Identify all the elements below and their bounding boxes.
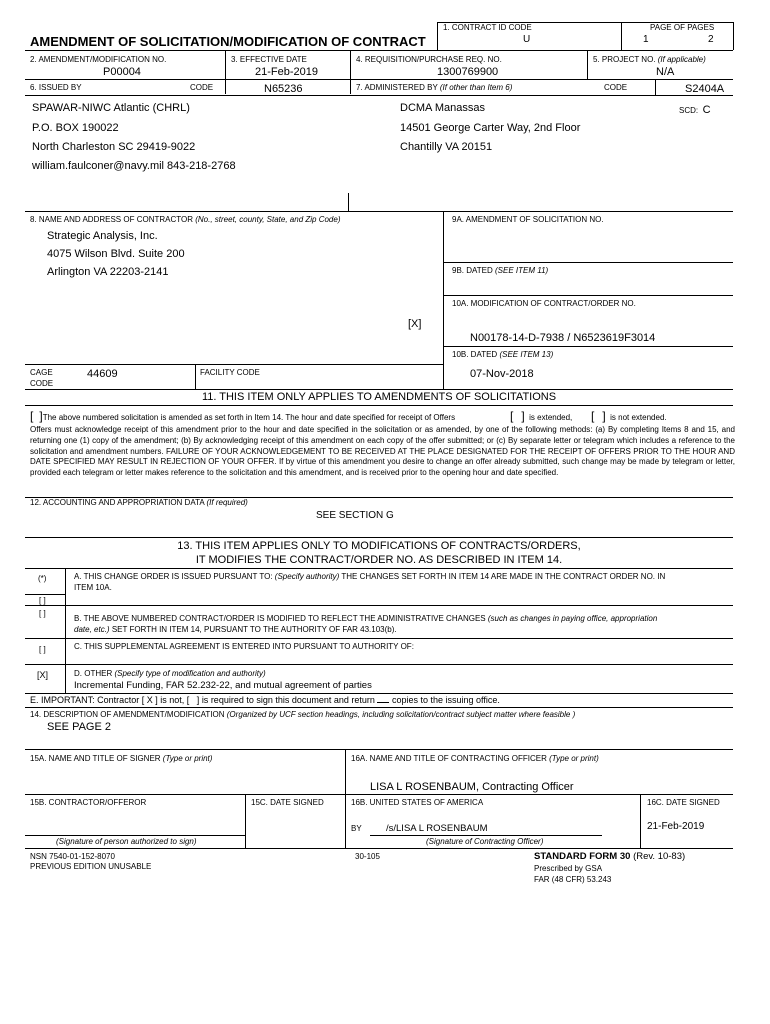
accounting-note: (If required) [206, 498, 248, 507]
facility-code-label: FACILITY CODE [200, 368, 260, 377]
item13-a-mark: [ ] [39, 596, 46, 605]
contractor-label [30, 215, 341, 224]
project-no-note: (If applicable) [657, 55, 706, 64]
rule-13d-top [25, 664, 733, 665]
rule-item14-top [25, 707, 733, 708]
rule-9b-top [443, 262, 733, 263]
item13-a-note: (Specify authority) [274, 572, 340, 581]
cage-label-2: CODE [30, 379, 54, 388]
rule-sig-row2 [25, 794, 733, 795]
item-e-text3: is required to sign this document and return [201, 695, 375, 705]
modification-10a-mark: [X] [408, 318, 422, 330]
footer-code: 30-105 [355, 852, 380, 861]
contractor-label-text: 8. NAME AND ADDRESS OF CONTRACTOR [30, 215, 193, 224]
dated-9b-note: (SEE ITEM 11) [494, 266, 549, 275]
administrator-line-2: 14501 George Carter Way, 2nd Floor [400, 122, 581, 134]
scd [679, 100, 711, 118]
item11-line1-text: The above numbered solicitation is amended as set forth in Item 14. The hour and date specified for receipt of Offers [42, 413, 456, 422]
rule-v-header-1 [437, 22, 438, 50]
rule-row6-top [25, 79, 733, 80]
item14-label [30, 710, 575, 719]
contractor-15b-label: 15B. CONTRACTOR/OFFEROR [30, 798, 147, 807]
rule-v-contractor [443, 211, 444, 389]
rule-10b-top [443, 346, 733, 347]
item11-extended: [ ] is extended, [510, 409, 573, 423]
item13-d-mark: [X] [37, 670, 49, 680]
item13-star: (*) [38, 574, 47, 583]
by-label: BY [351, 824, 362, 833]
rule-row6-bottom [25, 95, 733, 96]
rule-item13-top [25, 537, 733, 538]
rule-sig-bottom [25, 848, 733, 849]
rule-13a-bottom [25, 594, 65, 595]
officer-16a-value: LISA L ROSENBAUM, Contracting Officer [370, 781, 574, 793]
rule-sig-top [25, 749, 733, 750]
scd-label: SCD: [679, 106, 699, 115]
usa-16b-label: 16B. UNITED STATES OF AMERICA [351, 798, 484, 807]
item13-d-value: Incremental Funding, FAR 52.232-22, and mutual agreement of parties [74, 680, 372, 691]
item13-b-line2 [74, 625, 397, 634]
contract-id-value: U [523, 34, 531, 45]
dated-10b-label-text: 10B. DATED [452, 350, 498, 359]
administrator-line-1: DCMA Manassas [400, 102, 485, 114]
dated-10b-label [452, 350, 553, 359]
amendment-9a-label: 9A. AMENDMENT OF SOLICITATION NO. [452, 215, 604, 224]
item-e-text2: is not, [160, 695, 185, 705]
administrator-line-3: Chantilly VA 20151 [400, 141, 493, 153]
item13-b-line1 [74, 614, 657, 623]
item-e-line [30, 695, 500, 705]
signature-15b-caption: (Signature of person authorized to sign) [56, 837, 197, 846]
issued-code-value: N65236 [264, 83, 303, 95]
contractor-note: (No., street, county, State, and Zip Code) [195, 215, 341, 224]
administered-by-note: (If other than Item 6) [439, 83, 513, 92]
page-total: 2 [708, 34, 714, 45]
amendment-no-label: 2. AMENDMENT/MODIFICATION NO. [30, 55, 167, 64]
item13-b-text1: B. THE ABOVE NUMBERED CONTRACT/ORDER IS MODIFIED TO REFLECT THE ADMINISTRATIVE CHANGES [74, 614, 486, 623]
item11-extended-text: is extended, [529, 413, 573, 422]
footer-prescribed: Prescribed by GSA [534, 864, 603, 873]
modification-10a-label: 10A. MODIFICATION OF CONTRACT/ORDER NO. [452, 299, 636, 308]
bracket-open-1: [ [30, 409, 34, 423]
footer-form-rev: (Rev. 10-83) [633, 851, 686, 862]
rule-v-header-3 [733, 22, 734, 50]
item14-label-text: 14. DESCRIPTION OF AMENDMENT/MODIFICATION [30, 710, 225, 719]
rule-v-row6-code [655, 79, 656, 95]
issuer-line-3: North Charleston SC 29419-9022 [32, 141, 196, 153]
page-of-pages-label: PAGE OF PAGES [650, 23, 715, 32]
contract-id-label: 1. CONTRACT ID CODE [443, 23, 532, 32]
signer-15a-note: (Type or print) [162, 754, 213, 763]
rule-10a-top [443, 295, 733, 296]
effective-date-label: 3. EFFECTIVE DATE [231, 55, 307, 64]
item11-line1 [30, 409, 455, 423]
item13-heading-1: 13. THIS ITEM APPLIES ONLY TO MODIFICATIONS OF CONTRACTS/ORDERS, [177, 540, 581, 552]
rule-row2-top [25, 50, 733, 51]
issuer-line-1: SPAWAR-NIWC Atlantic (CHRL) [32, 102, 190, 114]
administered-code-label: CODE [604, 83, 628, 92]
item13-b-mark: [ ] [39, 609, 46, 618]
form-title: AMENDMENT OF SOLICITATION/MODIFICATION OF CONTRACT [30, 34, 426, 49]
item13-d-note: (Specify type of modification and authority) [114, 669, 266, 678]
administered-by-label [356, 83, 512, 92]
page-number: 1 [643, 34, 649, 45]
footer-nsn: NSN 7540-01-152-8070 [30, 852, 115, 861]
item13-c-mark: [ ] [39, 645, 46, 654]
issued-code-label: CODE [190, 83, 214, 92]
rule-item13-heading [25, 568, 733, 569]
rule-v-header-2 [621, 22, 622, 50]
scd-value: C [702, 104, 711, 116]
amendment-no-value: P00004 [103, 66, 141, 78]
rule-v-row2-2 [350, 50, 351, 94]
officer-16a-note: (Type or print) [549, 754, 599, 763]
issuer-line-2: P.O. BOX 190022 [32, 122, 119, 134]
rule-cage-top [25, 364, 443, 365]
footer-form-name: STANDARD FORM 30 [534, 851, 631, 862]
item13-a-line1 [74, 572, 665, 581]
project-no-value: N/A [656, 66, 675, 78]
item-e-text1: E. IMPORTANT: Contractor [30, 695, 140, 705]
rule-itemE-top [25, 693, 733, 694]
footer-form [534, 851, 685, 862]
dated-9b-label [452, 266, 548, 275]
item11-body: Offers must acknowledge receipt of this amendment prior to the hour and date specified in the solicitation or as amended, by one of the following methods: (a) By completing Items 8 and 15, and returning one (1) copy of the amendment; (b) By acknowledging receipt of this amendment on each copy of the offer submitted; or (c) By separate letter or telegram which includes a reference to the solicitation and amendment numbers. FAILURE OF YOUR ACKNOWLEDGEMENT TO BE RECEIVED AT THE PLACE DESIGNATED FOR THE RECEIPT OF OFFERS PRIOR TO THE HOUR AND DATE SPECIFIED MAY RESULT IN REJECTION OF YOUR OFFER. If by virtue of this amendment you desire to change an offer already submitted, such change may be made by telegram or letter, provided each telegram or letter makes reference to the solicitation and this amendment, and is received prior to the opening hour and date specified. [30, 425, 735, 478]
rule-13b-top [25, 605, 733, 606]
item11-not-extended-text: is not extended. [610, 413, 667, 422]
item11-heading: 11. THIS ITEM ONLY APPLIES TO AMENDMENTS OF SOLICITATIONS [201, 391, 557, 403]
rule-v-cage [195, 364, 196, 389]
item13-a-text1: A. THIS CHANGE ORDER IS ISSUED PURSUANT TO: [74, 572, 273, 581]
contractor-line-3: Arlington VA 22203-2141 [47, 266, 169, 278]
bracket-close-1: ] [39, 409, 43, 423]
item-e-mark2: [ ] [186, 695, 200, 705]
rule-item11-top [25, 389, 733, 390]
item11-not-extended: [ ] is not extended. [591, 409, 667, 423]
rule-v-sig-mid [345, 749, 346, 848]
item14-note: (Organized by UCF section headings, including solicitation/contract subject matter where feasible ) [226, 710, 576, 719]
accounting-label [30, 498, 248, 507]
rule-contractor-top [25, 211, 733, 212]
footer-far: FAR (48 CFR) 53.243 [534, 875, 612, 884]
effective-date-value: 21-Feb-2019 [255, 66, 318, 78]
signature-16b-caption: (Signature of Contracting Officer) [426, 837, 544, 846]
modification-10a-value: N00178-14-D-7938 / N6523619F3014 [470, 332, 656, 344]
item13-b-note1: (such as changes in paying office, appropriation [487, 614, 658, 623]
rule-item11-heading [25, 405, 733, 406]
cage-label-1: CAGE [30, 368, 53, 377]
rule-15b-sigline [25, 835, 245, 836]
accounting-value: SEE SECTION G [316, 510, 394, 521]
project-no-label [593, 55, 706, 64]
footer-previous: PREVIOUS EDITION UNUSABLE [30, 862, 152, 871]
rule-v-16c [640, 794, 641, 848]
rule-v-address-mark [348, 193, 349, 211]
rule-v-15c [245, 794, 246, 848]
dated-9b-label-text: 9B. DATED [452, 266, 493, 275]
requisition-label: 4. REQUISITION/PURCHASE REQ. NO. [356, 55, 502, 64]
item13-b-text2: SET FORTH IN ITEM 14, PURSUANT TO THE AUTHORITY OF FAR 43.103(b). [111, 625, 397, 634]
date-16c-label: 16C. DATE SIGNED [647, 798, 720, 807]
accounting-label-text: 12. ACCOUNTING AND APPROPRIATION DATA [30, 498, 205, 507]
signer-15a-label [30, 754, 212, 763]
item13-d-label [74, 669, 266, 678]
contractor-line-1: Strategic Analysis, Inc. [47, 230, 158, 242]
item13-b-note2: date, etc.) [74, 625, 110, 634]
date-16c-value: 21-Feb-2019 [647, 821, 705, 832]
rule-16b-sigline [370, 835, 602, 836]
item13-heading-2: IT MODIFIES THE CONTRACT/ORDER NO. AS DESCRIBED IN ITEM 14. [195, 554, 563, 566]
dated-10b-note: (SEE ITEM 13) [499, 350, 554, 359]
rule-v-item13 [65, 568, 66, 693]
cage-value: 44609 [87, 368, 118, 380]
administered-code-value: S2404A [685, 83, 725, 95]
project-no-label-text: 5. PROJECT NO. [593, 55, 656, 64]
signature-16b: /s/LISA L ROSENBAUM [386, 823, 488, 834]
item13-d-text: D. OTHER [74, 669, 113, 678]
issued-by-label: 6. ISSUED BY [30, 83, 82, 92]
item13-c-text: C. THIS SUPPLEMENTAL AGREEMENT IS ENTERED INTO PURSUANT TO AUTHORITY OF: [74, 642, 414, 651]
item14-value: SEE PAGE 2 [47, 721, 111, 733]
dated-10b-value: 07-Nov-2018 [470, 368, 534, 380]
administered-by-label-text: 7. ADMINISTERED BY [356, 83, 438, 92]
date-15c-label: 15C. DATE SIGNED [251, 798, 324, 807]
requisition-value: 1300769900 [437, 66, 499, 78]
item-e-mark1: [ X ] [141, 695, 158, 705]
item13-a-text2: THE CHANGES SET FORTH IN ITEM 14 ARE MADE IN THE CONTRACT ORDER NO. IN [341, 572, 666, 581]
rule-v-row2-1 [225, 50, 226, 94]
officer-16a-label-text: 16A. NAME AND TITLE OF CONTRACTING OFFICER [351, 754, 547, 763]
item13-a-line2: ITEM 10A. [74, 583, 112, 592]
item-e-text4: copies to the issuing office. [391, 695, 500, 705]
issuer-line-4: william.faulconer@navy.mil 843-218-2768 [32, 160, 236, 172]
rule-13c-top [25, 638, 733, 639]
contractor-line-2: 4075 Wilson Blvd. Suite 200 [47, 248, 185, 260]
signer-15a-label-text: 15A. NAME AND TITLE OF SIGNER [30, 754, 161, 763]
rule-v-row2-3 [587, 50, 588, 79]
officer-16a-label [351, 754, 599, 763]
